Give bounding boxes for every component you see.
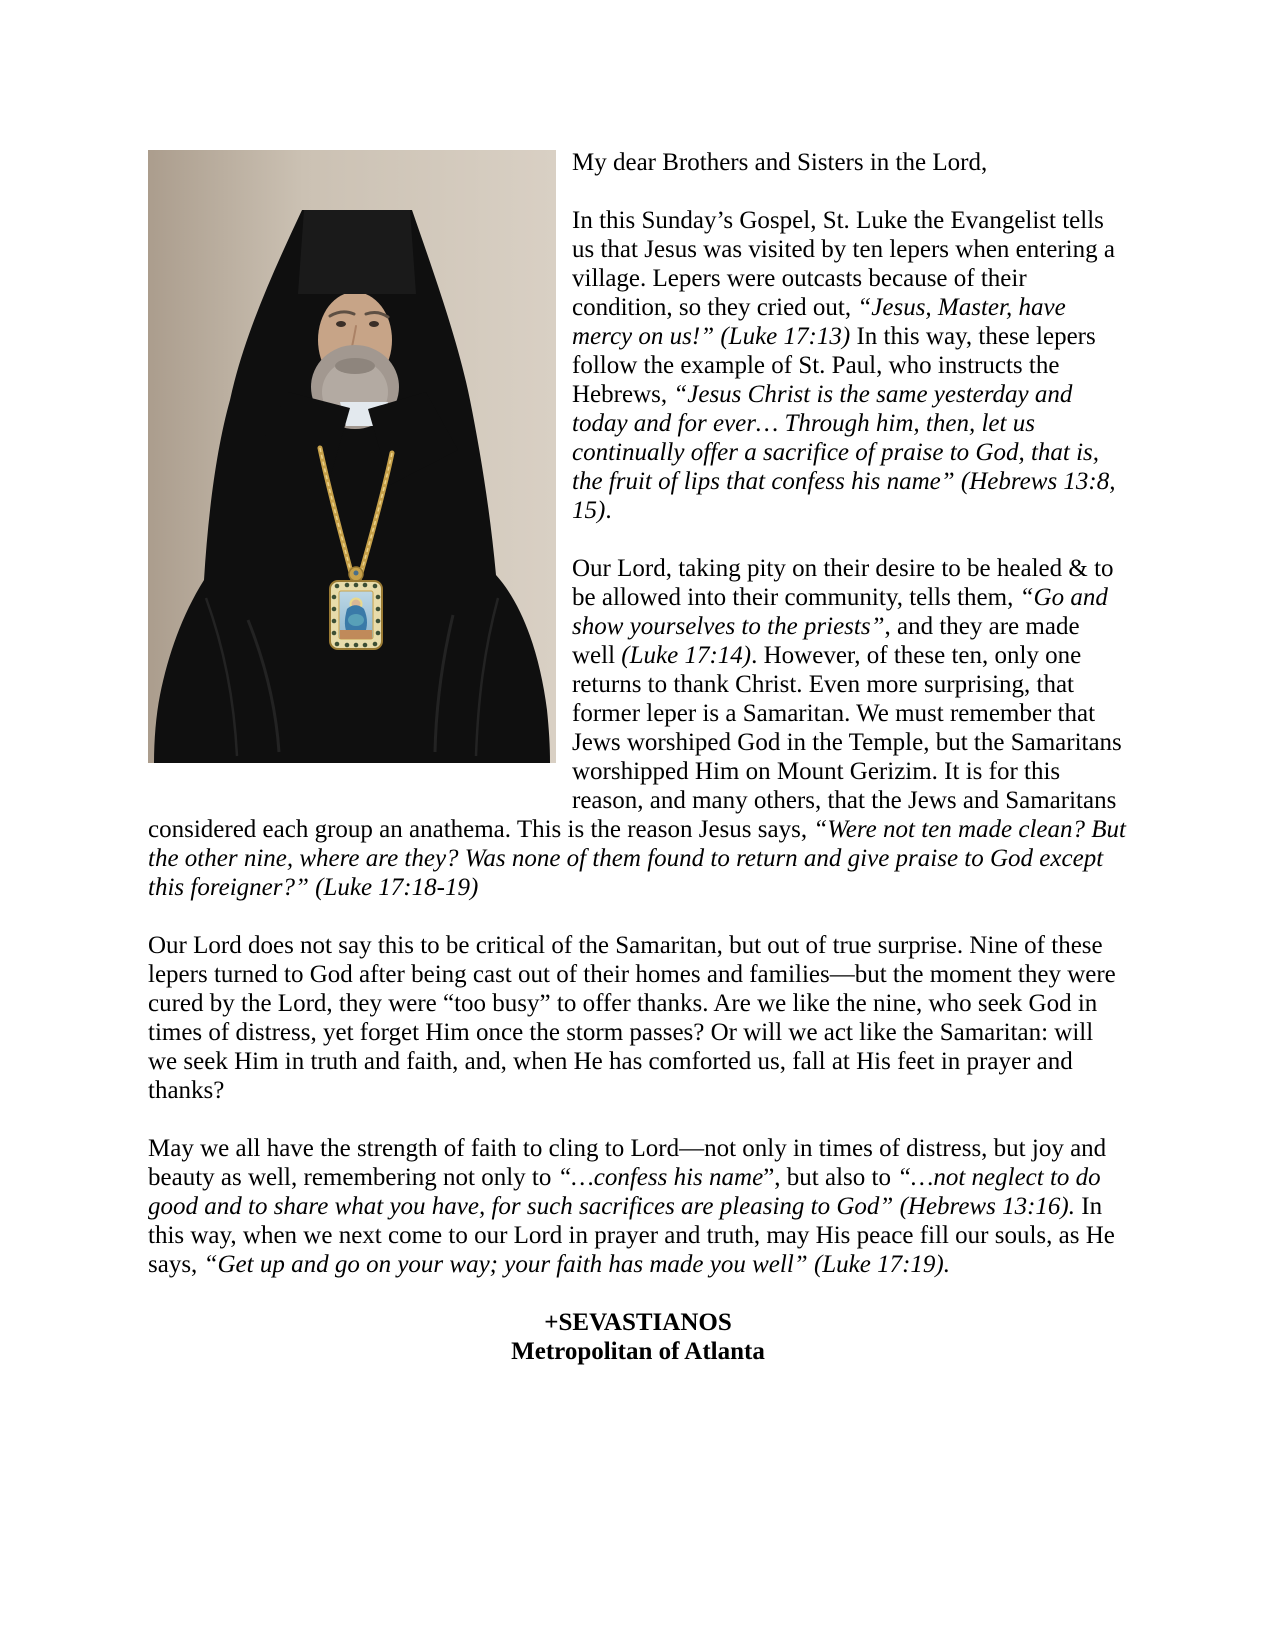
signature-name: +SEVASTIANOS xyxy=(544,1309,732,1336)
icon-base xyxy=(340,630,372,639)
text-run-italic: “Go and show yourselves to the priests” xyxy=(572,584,1108,640)
paragraph-exhortation xyxy=(148,1134,1128,1279)
mustache xyxy=(335,358,375,374)
text-run-italic: “Jesus, Master, have mercy on us!” (Luke 17:13) xyxy=(572,294,1066,350)
metropolitan-portrait-image xyxy=(148,150,556,763)
icon-figure-mantle xyxy=(348,614,364,626)
text-run-italic: (Luke 17:14) xyxy=(621,642,752,669)
text-run: In this way, these lepers follow the example of St. Paul, who instructs the Hebrews, xyxy=(572,323,1096,408)
text-run-italic: “Were not ten made clean? But the other nine, where are they? Was none of them found to return and give praise to God except this foreigner?” (Luke 17:18-19) xyxy=(148,816,1126,901)
text-run: . However, of these ten, only one returns to thank Christ. Even more surprising, that former leper is a Samaritan. We must remember that Jews worshiped God in the Temple, but the Samaritans worshipped Him on Mount Gerizim. It is for this reason, and many others, that the Jews and Samaritans considered each group an anathema. This is the reason Jesus says, xyxy=(148,642,1122,843)
text-run: Our Lord, taking pity on their desire to be healed & to be allowed into their community, tells them, xyxy=(572,555,1114,611)
text-run: , and they are made well xyxy=(572,613,1080,669)
text-run: My dear Brothers and Sisters in the Lord, xyxy=(572,149,988,176)
text-run: In this way, when we next come to our Lord in prayer and truth, may His peace fill our souls, as He says, xyxy=(148,1193,1115,1278)
paragraph-nine-lepers-reflection xyxy=(148,931,1128,1105)
eye-right xyxy=(369,321,379,327)
text-run: May we all have the strength of faith to cling to Lord—not only in times of distress, but joy and beauty as well, remembering not only to xyxy=(148,1135,1107,1191)
text-run: . xyxy=(605,497,612,524)
letter-content xyxy=(148,148,1128,1366)
text-run-italic: “…not neglect to do good and to share what you have, for such sacrifices are pleasing to God” (Hebrews 13:16). xyxy=(148,1164,1101,1220)
eye-left xyxy=(336,321,346,327)
signature-block xyxy=(148,1308,1128,1366)
text-run-italic: “…confess his name xyxy=(557,1164,764,1191)
text-run-italic: “Get up and go on your way; your faith has made you well” (Luke 17:19). xyxy=(203,1251,951,1278)
text-run: ”, but also to xyxy=(763,1164,898,1191)
text-run-italic: “Jesus Christ is the same yesterday and today and for ever… Through him, then, let us continually offer a sacrifice of praise to God, that is, the fruit of lips that confess his name” (Hebrews 13:8, 15) xyxy=(572,381,1116,524)
letter-body xyxy=(148,148,1128,1279)
text-run: In this Sunday’s Gospel, St. Luke the Evangelist tells us that Jesus was visited by ten lepers when entering a village. Lepers were outcasts because of their condition, so they cried out, xyxy=(572,207,1115,321)
text-run: Our Lord does not say this to be critical of the Samaritan, but out of true surprise. Nine of these lepers turned to God after being cast out of their homes and families—but the moment they were cured by the Lord, they were “too busy” to offer thanks. Are we like the nine, who seek God in times of distress, yet forget Him once the storm passes? Or will we act like the Samaritan: will we seek Him in truth and faith, and, when He has comforted us, fall at His feet in prayer and thanks? xyxy=(148,932,1116,1104)
kalimavkion-hat xyxy=(298,210,416,294)
metropolitan-photo xyxy=(148,150,556,763)
signature-title: Metropolitan of Atlanta xyxy=(511,1338,765,1365)
